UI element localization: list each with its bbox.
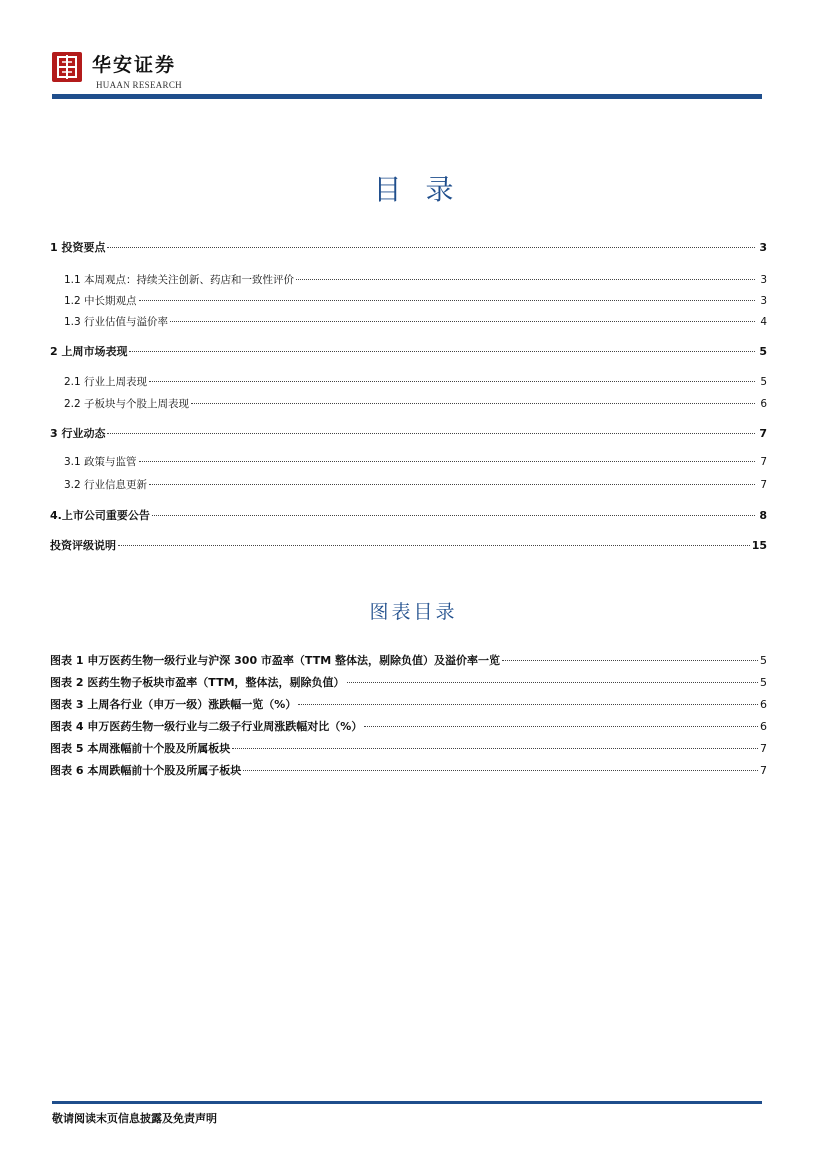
toc-subsection-link[interactable] <box>50 396 767 412</box>
toc-leader-dots <box>107 433 755 434</box>
brand-subtitle: HUAAN RESEARCH <box>96 80 182 90</box>
toc-entry-label: 1.3 行业估值与溢价率 <box>64 316 169 328</box>
toc-entry-page: 7 <box>759 427 767 440</box>
figure-entry-label: 图表 1 申万医药生物一级行业与沪深 300 市盈率（TTM 整体法，剔除负值）及溢价率一览 <box>50 654 500 667</box>
brand-logo-icon <box>52 52 82 82</box>
page-title: 目录 <box>373 173 478 206</box>
figure-list-link[interactable] <box>50 675 767 691</box>
toc-entry-label: 1 投资要点 <box>50 241 106 254</box>
figure-entry-page: 5 <box>760 676 767 689</box>
toc-entry-label: 投资评级说明 <box>50 539 116 552</box>
toc-entry-page: 3 <box>760 295 767 307</box>
figure-entry-page: 6 <box>760 698 767 711</box>
toc-entry-label: 2.2 子板块与个股上周表现 <box>64 398 190 410</box>
toc-subsection-link[interactable] <box>50 293 767 309</box>
toc-subsection-link[interactable] <box>50 454 767 470</box>
toc-leader-dots <box>139 461 755 462</box>
toc-entry-label: 4.上市公司重要公告 <box>50 509 150 522</box>
toc-leader-dots <box>170 321 755 322</box>
figure-entry-page: 5 <box>760 654 767 667</box>
toc-entry-label: 2.1 行业上周表现 <box>64 376 148 388</box>
toc-section-link[interactable] <box>50 344 767 360</box>
figure-entry-label: 图表 6 本周跌幅前十个股及所属子板块 <box>50 764 242 777</box>
toc-entry-label: 3.2 行业信息更新 <box>64 479 148 491</box>
brand-name: 华安证券 <box>92 54 177 76</box>
figure-leader-dots <box>232 748 758 749</box>
figure-list-link[interactable] <box>50 697 767 713</box>
header-divider <box>52 94 762 99</box>
toc-leader-dots <box>139 300 755 301</box>
figure-list-link[interactable] <box>50 763 767 779</box>
footer-disclaimer: 敬请阅读末页信息披露及免责声明 <box>52 1112 217 1125</box>
toc-entry-page: 6 <box>760 398 767 410</box>
figures-title: 图表目录 <box>369 601 458 623</box>
toc-entry-page: 7 <box>760 456 767 468</box>
toc-leader-dots <box>296 279 755 280</box>
figure-entry-label: 图表 5 本周涨幅前十个股及所属板块 <box>50 742 231 755</box>
figure-list-link[interactable] <box>50 653 767 669</box>
toc-entry-label: 2 上周市场表现 <box>50 345 128 358</box>
figure-leader-dots <box>364 726 758 727</box>
toc-subsection-link[interactable] <box>50 477 767 493</box>
toc-entry-page: 5 <box>760 376 767 388</box>
toc-entry-label: 1.2 中长期观点 <box>64 295 137 307</box>
figure-leader-dots <box>347 682 758 683</box>
toc-subsection-link[interactable] <box>50 272 767 288</box>
figure-leader-dots <box>243 770 758 771</box>
toc-entry-page: 3 <box>759 241 767 254</box>
figure-entry-page: 7 <box>760 742 767 755</box>
toc-section-link[interactable] <box>50 508 767 524</box>
toc-leader-dots <box>149 484 755 485</box>
toc-entry-page: 3 <box>760 274 767 286</box>
toc-entry-page: 5 <box>759 345 767 358</box>
toc-entry-page: 7 <box>760 479 767 491</box>
toc-entry-label: 1.1 本周观点：持续关注创新、药店和一致性评价 <box>64 274 295 286</box>
toc-entry-page: 4 <box>760 316 767 328</box>
figure-entry-label: 图表 2 医药生物子板块市盈率（TTM，整体法，剔除负值） <box>50 676 345 689</box>
toc-section-link[interactable] <box>50 426 767 442</box>
toc-entry-label: 3.1 政策与监管 <box>64 456 137 468</box>
toc-entry-page: 8 <box>759 509 767 522</box>
figure-leader-dots <box>298 704 758 705</box>
toc-leader-dots <box>191 403 755 404</box>
toc-leader-dots <box>107 247 755 248</box>
toc-leader-dots <box>149 381 755 382</box>
toc-section-link[interactable] <box>50 538 767 554</box>
figure-list-link[interactable] <box>50 741 767 757</box>
toc-subsection-link[interactable] <box>50 314 767 330</box>
toc-leader-dots <box>152 515 755 516</box>
figure-entry-label: 图表 3 上周各行业（申万一级）涨跌幅一览（%） <box>50 698 297 711</box>
toc-entry-page: 15 <box>751 539 767 552</box>
toc-leader-dots <box>129 351 755 352</box>
toc-section-link[interactable] <box>50 240 767 256</box>
toc-entry-label: 3 行业动态 <box>50 427 106 440</box>
figure-entry-label: 图表 4 申万医药生物一级行业与二级子行业周涨跌幅对比（%） <box>50 720 363 733</box>
toc-leader-dots <box>118 545 750 546</box>
figure-entry-page: 6 <box>760 720 767 733</box>
figure-entry-page: 7 <box>760 764 767 777</box>
toc-subsection-link[interactable] <box>50 374 767 390</box>
figure-list-link[interactable] <box>50 719 767 735</box>
footer-divider <box>52 1101 762 1104</box>
figure-leader-dots <box>502 660 758 661</box>
